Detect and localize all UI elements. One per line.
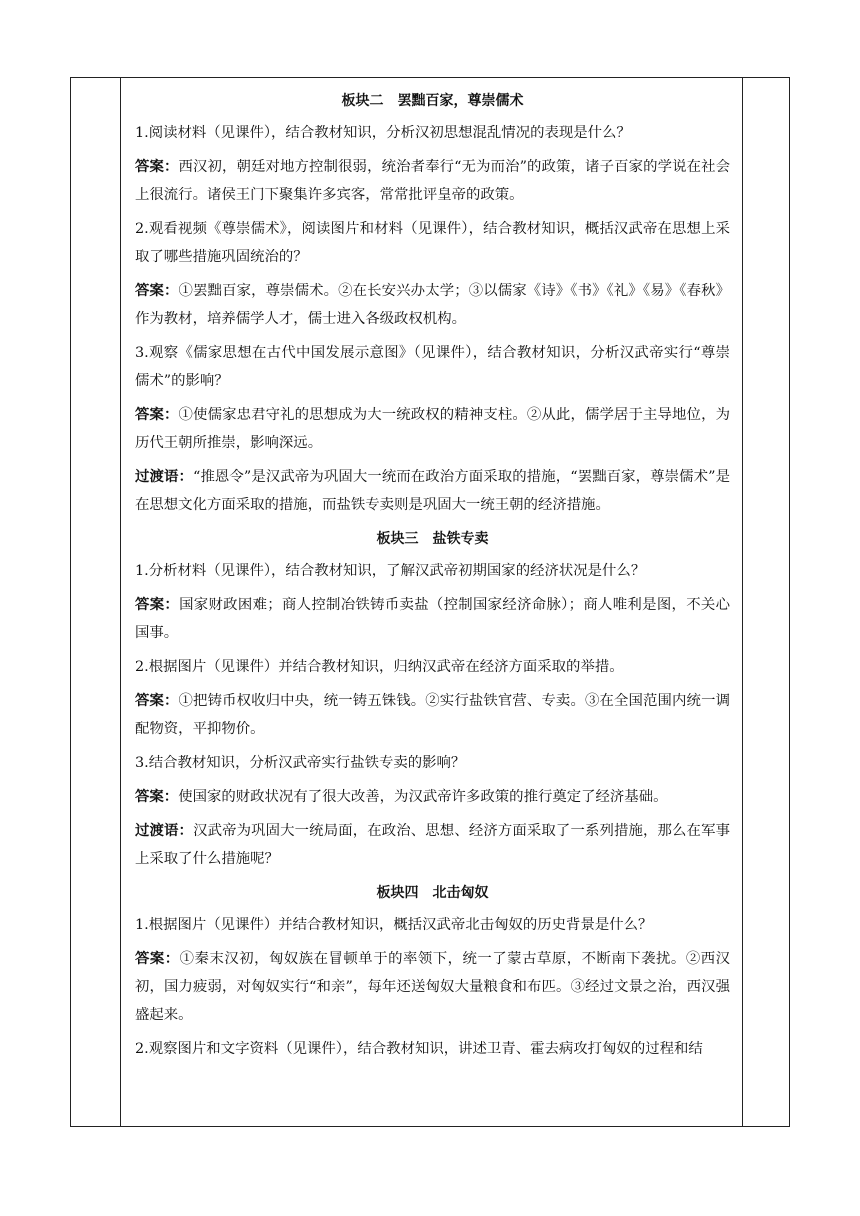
answer-label: 答案： — [135, 597, 180, 613]
answer-label: 答案： — [135, 951, 180, 967]
answer-paragraph — [135, 945, 730, 1029]
question-text: 3.结合教材知识，分析汉武帝实行盐铁专卖的影响？ — [135, 755, 466, 771]
right-column-border — [742, 78, 743, 1126]
answer-text: 国家财政困难；商人控制冶铁铸币卖盐（控制国家经济命脉）；商人唯利是图，不关心国事。 — [135, 597, 730, 641]
lesson-content-cell — [121, 78, 742, 1069]
answer-text: “推恩令”是汉武帝为巩固大一统而在政治方面采取的措施，“罢黜百家，尊崇儒术”是在思想文化方面采取的措施，而盐铁专卖则是巩固大一统王朝的经济措施。 — [135, 469, 730, 513]
question-text: 1.根据图片（见课件）并结合教材知识，概括汉武帝北击匈奴的历史背景是什么？ — [135, 917, 653, 933]
answer-paragraph — [135, 687, 730, 743]
transition-paragraph — [135, 463, 730, 519]
answer-label: 过渡语： — [135, 469, 193, 485]
answer-text: 使国家的财政状况有了很大改善，为汉武帝许多政策的推行奠定了经济基础。 — [178, 789, 668, 805]
question-text: 3.观察《儒家思想在古代中国发展示意图》（见课件），结合教材知识，分析汉武帝实行“尊崇儒术”的影响？ — [135, 345, 730, 389]
answer-label: 答案： — [135, 789, 179, 805]
answer-paragraph — [135, 277, 730, 333]
answer-label: 答案： — [135, 283, 179, 299]
question-text: 1.阅读材料（见课件），结合教材知识，分析汉初思想混乱情况的表现是什么？ — [135, 125, 631, 141]
answer-paragraph — [135, 153, 730, 209]
section-heading: 板块二 罢黜百家，尊崇儒术 — [341, 93, 524, 109]
answer-paragraph — [135, 783, 730, 811]
answer-label: 过渡语： — [135, 823, 194, 839]
transition-paragraph — [135, 817, 730, 873]
answer-text: 汉武帝为巩固大一统局面，在政治、思想、经济方面采取了一系列措施，那么在军事上采取了什么措施呢？ — [135, 823, 730, 867]
answer-label: 答案： — [135, 159, 179, 175]
answer-text: ①使儒家忠君守礼的思想成为大一统政权的精神支柱。②从此，儒学居于主导地位，为历代王朝所推崇，影响深远。 — [135, 407, 730, 451]
section-heading: 板块四 北击匈奴 — [376, 885, 489, 901]
answer-paragraph — [135, 591, 730, 647]
lesson-table — [70, 77, 790, 1127]
answer-text: 西汉初，朝廷对地方控制很弱，统治者奉行“无为而治”的政策，诸子百家的学说在社会上很流行。诸侯王门下聚集许多宾客，常常批评皇帝的政策。 — [135, 159, 730, 203]
question-text: 2.观看视频《尊崇儒术》，阅读图片和材料（见课件），结合教材知识，概括汉武帝在思想上采取了哪些措施巩固统治的？ — [135, 221, 730, 265]
section-heading: 板块三 盐铁专卖 — [376, 531, 489, 547]
question-text: 1.分析材料（见课件），结合教材知识，了解汉武帝初期国家的经济状况是什么？ — [135, 563, 646, 579]
question-text: 2.根据图片（见课件）并结合教材知识，归纳汉武帝在经济方面采取的举措。 — [135, 659, 624, 675]
answer-text: ①把铸币权收归中央，统一铸五铢钱。②实行盐铁官营、专卖。③在全国范围内统一调配物资，平抑物价。 — [135, 693, 730, 737]
question-text: 2.观察图片和文字资料（见课件），结合教材知识，讲述卫青、霍去病攻打匈奴的过程和结 — [135, 1041, 703, 1057]
answer-text: ①罢黜百家，尊崇儒术。②在长安兴办太学；③以儒家《诗》《书》《礼》《易》《春秋》作为教材，培养儒学人才，儒士进入各级政权机构。 — [135, 283, 730, 327]
answer-label: 答案： — [135, 693, 179, 709]
answer-text: ①秦末汉初，匈奴族在冒顿单于的率领下，统一了蒙古草原，不断南下袭扰。②西汉初，国力疲弱，对匈奴实行“和亲”，每年还送匈奴大量粮食和布匹。③经过文景之治，西汉强盛起来。 — [135, 951, 730, 1023]
answer-label: 答案： — [135, 407, 179, 423]
answer-paragraph — [135, 401, 730, 457]
